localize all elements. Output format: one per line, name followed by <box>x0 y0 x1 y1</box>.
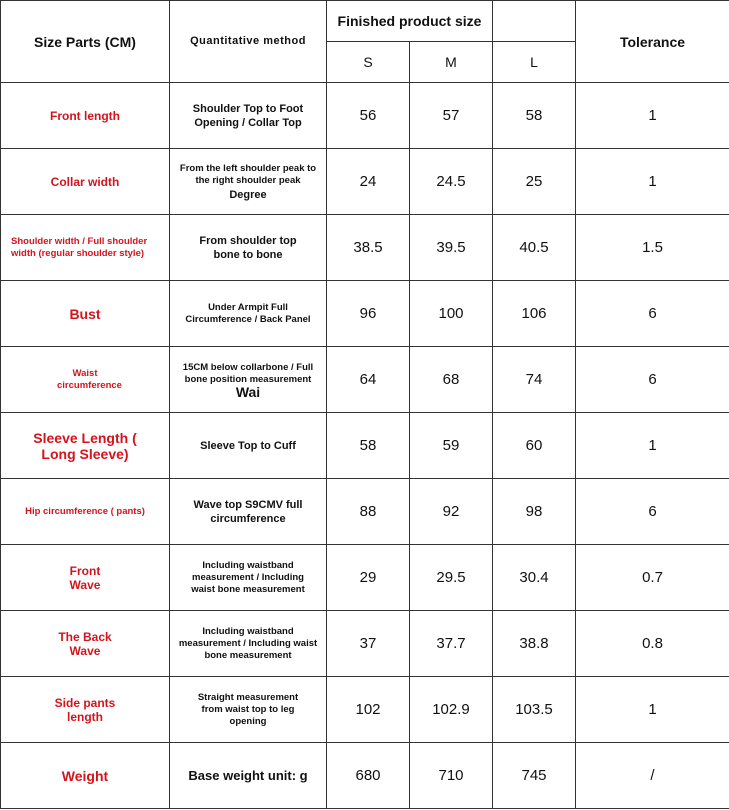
value-l: 106 <box>493 281 576 347</box>
tolerance-value: 6 <box>576 479 729 545</box>
part-back-wave: The Back Wave <box>1 611 170 677</box>
part-sleeve-length: Sleeve Length ( Long Sleeve) <box>1 413 170 479</box>
tolerance-value: 0.8 <box>576 611 729 677</box>
header-size-l: L <box>493 42 576 83</box>
table-row <box>1 743 729 809</box>
tolerance-value: 6 <box>576 347 729 413</box>
table-row <box>1 545 729 611</box>
tolerance-value: 0.7 <box>576 545 729 611</box>
part-front-length: Front length <box>1 83 170 149</box>
value-m: 29.5 <box>410 545 493 611</box>
value-s: 88 <box>327 479 410 545</box>
method-cell: From shoulder top bone to bone <box>170 215 327 281</box>
value-m: 57 <box>410 83 493 149</box>
tolerance-value: / <box>576 743 729 809</box>
tolerance-value: 1 <box>576 83 729 149</box>
table-row <box>1 281 729 347</box>
header-size-s: S <box>327 42 410 83</box>
value-s: 24 <box>327 149 410 215</box>
value-l: 98 <box>493 479 576 545</box>
value-m: 710 <box>410 743 493 809</box>
part-shoulder-width: Shoulder width / Full shoulder width (regular shoulder style) <box>1 215 170 281</box>
method-cell: Including waistband measurement / Including waist bone measurement <box>170 611 327 677</box>
part-front-wave: Front Wave <box>1 545 170 611</box>
value-m: 24.5 <box>410 149 493 215</box>
value-l: 74 <box>493 347 576 413</box>
header-blank-cell <box>493 1 576 42</box>
part-weight: Weight <box>1 743 170 809</box>
part-bust: Bust <box>1 281 170 347</box>
value-m: 92 <box>410 479 493 545</box>
part-hip-circumference: Hip circumference ( pants) <box>1 479 170 545</box>
value-l: 745 <box>493 743 576 809</box>
value-m: 68 <box>410 347 493 413</box>
method-cell: Sleeve Top to Cuff <box>170 413 327 479</box>
table-row <box>1 677 729 743</box>
method-cell: Shoulder Top to Foot Opening / Collar Top <box>170 83 327 149</box>
value-s: 58 <box>327 413 410 479</box>
value-s: 64 <box>327 347 410 413</box>
value-s: 38.5 <box>327 215 410 281</box>
value-m: 37.7 <box>410 611 493 677</box>
value-l: 103.5 <box>493 677 576 743</box>
method-cell <box>170 149 327 215</box>
table-row <box>1 413 729 479</box>
table-row <box>1 611 729 677</box>
table-row <box>1 83 729 149</box>
tolerance-value: 6 <box>576 281 729 347</box>
header-size-m: M <box>410 42 493 83</box>
table-row <box>1 479 729 545</box>
header-row <box>1 1 729 42</box>
value-m: 59 <box>410 413 493 479</box>
value-s: 56 <box>327 83 410 149</box>
part-side-pants-length: Side pants length <box>1 677 170 743</box>
tolerance-value: 1 <box>576 149 729 215</box>
method-cell: Straight measurement from waist top to leg opening <box>170 677 327 743</box>
method-text: 15CM below collarbone / Full bone position measurement <box>182 361 314 385</box>
tolerance-value: 1 <box>576 413 729 479</box>
method-cell: Wave top S9CMV full circumference <box>170 479 327 545</box>
method-extra-text: Wai <box>235 383 261 400</box>
value-m: 100 <box>410 281 493 347</box>
value-s: 680 <box>327 743 410 809</box>
header-quant-method: Quantitative method <box>170 1 327 83</box>
method-cell: Base weight unit: g <box>170 743 327 809</box>
tolerance-value: 1.5 <box>576 215 729 281</box>
value-s: 102 <box>327 677 410 743</box>
method-cell <box>170 347 327 413</box>
part-waist-circumference: Waist circumference <box>1 347 170 413</box>
value-l: 40.5 <box>493 215 576 281</box>
method-cell: Including waistband measurement / Including waist bone measurement <box>170 545 327 611</box>
method-extra-text: Degree <box>229 188 267 201</box>
value-s: 96 <box>327 281 410 347</box>
value-l: 58 <box>493 83 576 149</box>
value-m: 102.9 <box>410 677 493 743</box>
tolerance-value: 1 <box>576 677 729 743</box>
header-finished-size: Finished product size <box>327 1 493 42</box>
value-s: 37 <box>327 611 410 677</box>
method-text: From the left shoulder peak to the right shoulder peak <box>179 162 317 186</box>
header-tolerance: Tolerance <box>576 1 729 83</box>
header-size-parts: Size Parts (CM) <box>1 1 170 83</box>
value-m: 39.5 <box>410 215 493 281</box>
value-l: 30.4 <box>493 545 576 611</box>
value-l: 38.8 <box>493 611 576 677</box>
table-row <box>1 149 729 215</box>
table-row <box>1 215 729 281</box>
value-l: 25 <box>493 149 576 215</box>
method-cell: Under Armpit Full Circumference / Back Panel <box>170 281 327 347</box>
value-s: 29 <box>327 545 410 611</box>
part-collar-width: Collar width <box>1 149 170 215</box>
value-l: 60 <box>493 413 576 479</box>
table-row <box>1 347 729 413</box>
